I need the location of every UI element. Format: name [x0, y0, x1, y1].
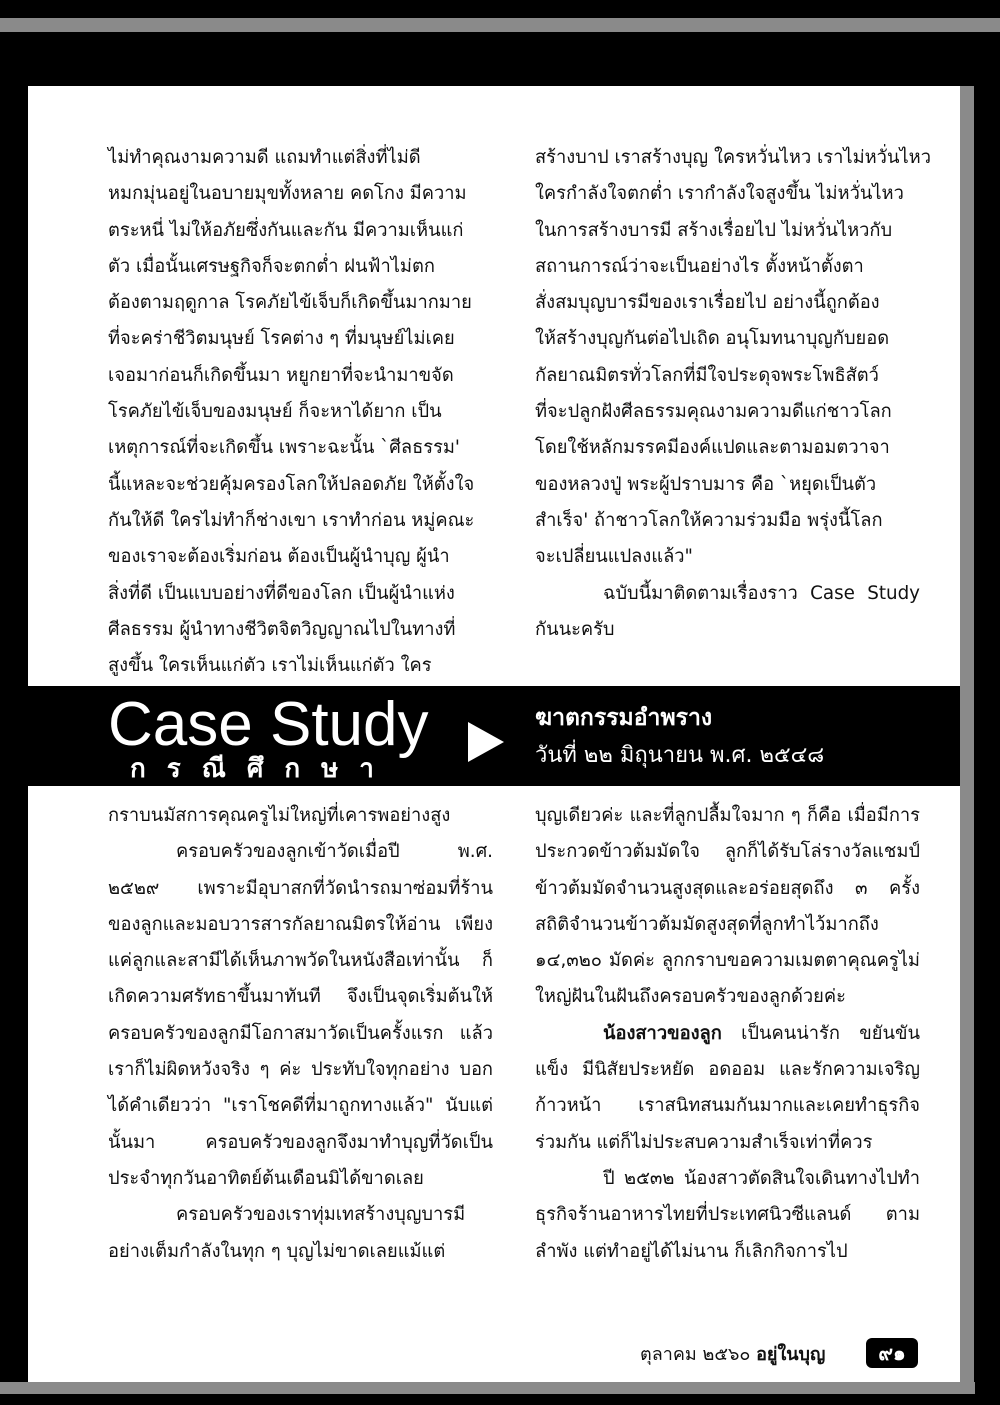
footer [640, 1340, 825, 1370]
text-line: สำเร็จ' ถ้าชาวโลกให้ความร่วมมือ พรุ่งนี้โลก [535, 509, 883, 531]
text-line: เจอมาก่อนก็เกิดขึ้นมา หยูกยาที่จะนำมาขจัด [108, 364, 454, 386]
section-title: Case Study [108, 690, 429, 759]
text-line: ศีลธรรม ผู้นำทางชีวิตจิตวิญญาณไปในทางที่ [108, 618, 456, 640]
bottom-right-column [535, 798, 920, 1270]
text-line: สถานการณ์ว่าจะเป็นอย่างไร ตั้งหน้าตั้งตา [535, 255, 864, 277]
text-line: จะเปลี่ยนแปลงแล้ว" [535, 546, 693, 568]
text-line: สูงขึ้น ใครเห็นแก่ตัว เราไม่เห็นแก่ตัว ใคร [108, 655, 432, 677]
text-line: กันให้ดี ใครไม่ทำก็ช่างเขา เราทำก่อน หมู่คณะ [108, 509, 475, 531]
issue-date: ตุลาคม ๒๕๖๐ [640, 1344, 751, 1365]
text-line: ไม่ทำคุณงามความดี แถมทำแต่สิ่งที่ไม่ดี [108, 147, 421, 168]
text-line: โดยใช้หลักมรรคมีองค์แปดและตามอมตวาจา [535, 437, 890, 459]
paragraph-text: เป็นคนน่ารัก ขยันขันแข็ง มีนิสัยประหยัด อดออม และรักความเจริญก้าวหน้า เราสนิทสนมกันมากและเคยทำธุรกิจร่วมกัน แต่ก็ไม่ประสบความสำเร็จเท่าที่ควร [535, 1022, 920, 1153]
text-line: ให้สร้างบุญกันต่อไปเถิด อนุโมทนาบุญกับยอด [535, 328, 890, 350]
text-line: ในการสร้างบารมี สร้างเรื่อยไป ไม่หวั่นไหวกับ [535, 219, 893, 241]
story-date: วันที่ ๒๒ มิถุนายน พ.ศ. ๒๕๔๘ [535, 743, 825, 768]
text-line: โรคภัยไข้เจ็บของมนุษย์ ก็จะหาได้ยาก เป็น [108, 401, 442, 423]
text-line: นี้แหละจะช่วยคุ้มครองโลกให้ปลอดภัย ให้ตั้งใจ [108, 473, 475, 495]
top-grey-bar [0, 18, 1000, 32]
text-line: ของหลวงปู่ พระผู้ปราบมาร คือ `หยุดเป็นตัว [535, 473, 877, 495]
paragraph: บุญเดียวค่ะ และที่ลูกปลื้มใจมาก ๆ ก็คือ เมื่อมีการประกวดข้าวต้มมัดใจ ลูกก็ได้รับโล่รางวัลแชมป์ข้าวต้มมัดจำนวนสูงสุดและอร่อยสุดถึง ๓ ครั้ง สถิติจำนวนข้าวต้มมัดสูงสุดที่ลูกทำไว้มากถึง ๑๔,๓๒๐ มัดค่ะ ลูกกราบขอความเมตตาคุณครูไม่ใหญ่ฝันในฝันถึงครอบครัวของลูกด้วยค่ะ [535, 805, 920, 1008]
paragraph: ปี ๒๕๓๒ น้องสาวตัดสินใจเดินทางไปทำธุรกิจร้านอาหารไทยที่ประเทศนิวซีแลนด์ ตามลำพัง แต่ทำอยู่ได้ไม่นาน ก็เลิกกิจการไป [535, 1167, 920, 1262]
bottom-left-column [108, 798, 493, 1270]
text-line: กัลยาณมิตรทั่วโลกที่มีใจประดุจพระโพธิสัตว์ [535, 364, 879, 386]
bold-name: น้องสาวของลูก [603, 1022, 722, 1044]
section-subtitle: กรณีศึกษา [130, 754, 395, 784]
text-line: สิ่งที่ดี เป็นแบบอย่างที่ดีของโลก เป็นผู้นำแห่ง [108, 582, 455, 604]
right-grey-bar [960, 86, 974, 1386]
text-line: ใครกำลังใจตกต่ำ เรากำลังใจสูงขึ้น ไม่หวั่นไหว [535, 183, 904, 205]
text-line: ตระหนี่ ไม่ให้อภัยซึ่งกันและกัน มีความเห็นแก่ [108, 219, 464, 241]
text-line: เหตุการณ์ที่จะเกิดขึ้น เพราะฉะนั้น `ศีลธรรม' [108, 437, 460, 459]
top-left-column [108, 140, 493, 684]
text-line: สร้างบาป เราสร้างบุญ ใครหวั่นไหว เราไม่หวั่นไหว [535, 147, 931, 168]
paragraph: ฉบับนี้มาติดตามเรื่องราว Case Study กันนะครับ [535, 582, 920, 640]
text-line: ที่จะคร่าชีวิตมนุษย์ โรคต่าง ๆ ที่มนุษย์ไม่เคย [108, 328, 455, 350]
top-right-column [535, 140, 931, 648]
bottom-grey-bar [0, 1382, 975, 1394]
text-line: ต้องตามฤดูกาล โรคภัยไข้เจ็บก็เกิดขึ้นมากมาย [108, 292, 472, 314]
text-line: หมกมุ่นอยู่ในอบายมุขทั้งหลาย คดโกง มีความ [108, 183, 467, 205]
text-line: ที่จะปลูกฝังศีลธรรมคุณงามความดีแก่ชาวโลก [535, 401, 892, 423]
magazine-name: อยู่ในบุญ [756, 1344, 826, 1365]
paragraph: ครอบครัวของเราทุ่มเทสร้างบุญบารมีอย่างเต็มกำลังในทุก ๆ บุญไม่ขาดเลยแม้แต่ [108, 1204, 466, 1262]
paragraph [535, 1016, 920, 1161]
text-line: ตัว เมื่อนั้นเศรษฐกิจก็จะตกต่ำ ฝนฟ้าไม่ตก [108, 255, 435, 277]
paragraph: ครอบครัวของลูกเข้าวัดเมื่อปี พ.ศ. ๒๕๒๙ เพราะมีอุบาสกที่วัดนำรถมาซ่อมที่ร้านของลูกและมอบวารสารกัลยาณมิตรให้อ่าน เพียงแค่ลูกและสามีได้เห็นภาพวัดในหนังสือเท่านั้น ก็เกิดความศรัทธาขึ้นมาทันที จึงเป็นจุดเริ่มต้นให้ครอบครัวของลูกมีโอกาสมาวัดเป็นครั้งแรก แล้วเราก็ไม่ผิดหวังจริง ๆ ค่ะ ประทับใจทุกอย่าง บอกได้คำเดียวว่า "เราโชคดีที่มาถูกทางแล้ว" นับแต่นั้นมา ครอบครัวของลูกจึงมาทำบุญที่วัดเป็นประจำทุกวันอาทิตย์ต้นเดือนมิได้ขาดเลย [108, 841, 493, 1189]
paragraph: กราบนมัสการคุณครูไม่ใหญ่ที่เคารพอย่างสูง [108, 805, 451, 826]
page-number: ๙๑ [866, 1338, 918, 1368]
story-heading: ฆาตกรรมอำพราง [535, 705, 713, 731]
text-line: สั่งสมบุญบารมีของเราเรื่อยไป อย่างนี้ถูกต้อง [535, 292, 880, 314]
text-line: ของเราจะต้องเริ่มก่อน ต้องเป็นผู้นำบุญ ผู้นำ [108, 546, 450, 568]
play-triangle-icon [468, 722, 504, 762]
